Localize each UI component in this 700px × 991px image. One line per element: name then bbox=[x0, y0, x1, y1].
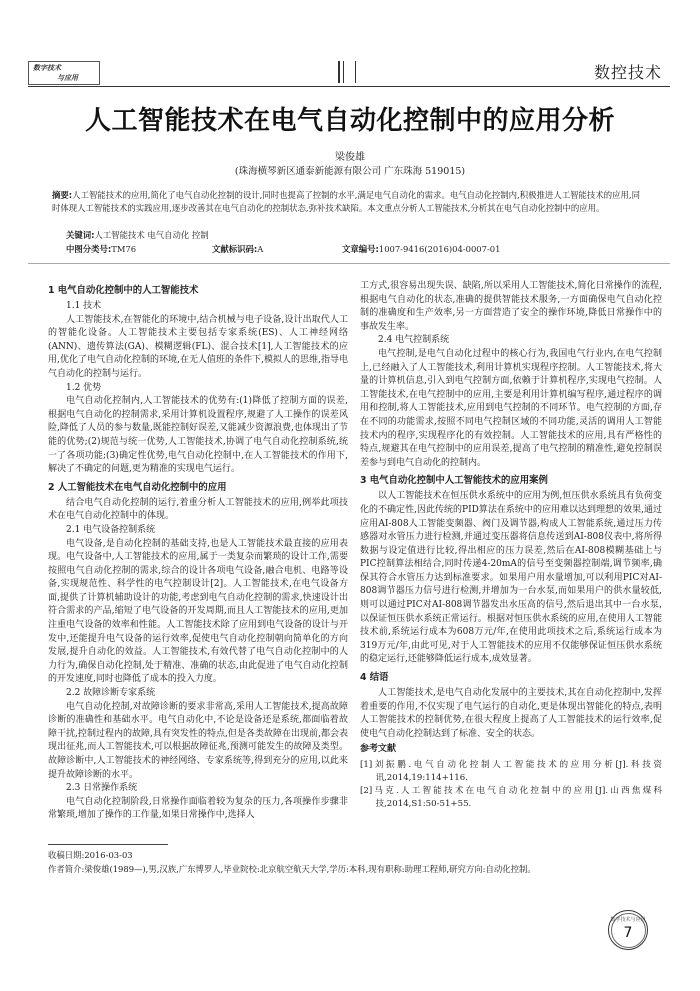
keywords-label: 关键词: bbox=[66, 230, 95, 240]
abstract-text: 人工智能技术的应用,简化了电气自动化控制的设计,同时也提高了控制的水平,满足电气自动化的需求。电气自动化控制内,积极推进人工智能技术的应用,同时体现人工智能技术的实践应用,逐步改善其在电气自动化的控制状态,弥补技术缺陷。本文重点分析人工智能技术,分析其在电气自动化控制中的应用。 bbox=[52, 190, 640, 213]
subsection-2-1-heading: 2.1 电气设备控制系统 bbox=[66, 524, 156, 535]
clc-number: 中图分类号:TM76 bbox=[66, 244, 137, 254]
section-4-heading: 4 结语 bbox=[360, 672, 389, 684]
article-title: 人工智能技术在电气自动化控制中的应用分析 bbox=[84, 106, 615, 136]
references-heading: 参考文献 bbox=[360, 744, 397, 755]
reference-item: [1]刘振鹏.电气自动化控制人工智能技术的应用分析[J].科技资讯,2014,19:114+116. bbox=[360, 760, 662, 783]
keywords-text: 人工智能技术 电气自动化 控制 bbox=[94, 230, 209, 240]
logo-line-2: 与应用 bbox=[57, 73, 78, 82]
paragraph: 人工智能技术,在智能化的环境中,结合机械与电子设备,设计出取代人工的智能化设备。人工智能技术主要包括专家系统(ES)、人工神经网络(ANN)、遗传算法(GA)、模糊逻辑(FL)、混合技术[1],人工智能技术的应用,优化了电气自动化控制的环境,在无人值班的条件下,模拟人的思维,指导电气自动化的控制与运行。 bbox=[48, 314, 348, 379]
paragraph: 电气自动化控制阶段,日常操作面临着较为复杂的压力,各项操作步骤非常繁琐,增加了操作的工作量,如果日常操作中,选择人 bbox=[48, 796, 348, 821]
page-number-badge bbox=[608, 910, 648, 950]
abstract-label: 摘要: bbox=[52, 190, 73, 200]
paragraph: 结合电气自动化控制的运行,着重分析人工智能技术的应用,例举此项技术在电气自动化控制中的体现。 bbox=[48, 497, 348, 522]
reference-item: [2]马克.人工智能技术在电气自动化控制中的应用[J].山西焦煤科技,2014,S1:50-51+55. bbox=[360, 786, 662, 809]
meta-rule bbox=[28, 263, 670, 264]
keywords bbox=[66, 229, 209, 241]
classification-line bbox=[66, 243, 640, 255]
author-bio: 作者简介:梁俊雄(1989—),男,汉族,广东博罗人,毕业院校:北京航空航天大学,学历:本科,现有职称:助理工程师,研究方向:自动化控制。 bbox=[48, 864, 536, 874]
footnote-rule bbox=[48, 844, 168, 845]
paragraph: 人工智能技术,是电气自动化发展中的主要技术,其在自动化控制中,发挥着重要的作用,不仅实现了电气运行的自动化,更是体现出智能化的特点,表明人工智能技术的控制优势,在很大程度上提高了人工智能技术的运行效率,促使电气自动化控制达到了标准、安全的状态。 bbox=[360, 688, 662, 739]
paragraph: 电气自动化控制内,人工智能技术的优势有:(1)降低了控制方面的误差,根据电气自动化的控制需求,采用计算机设置程序,规避了人工操作的误差风险,降低了人员的参与数量,既能控制好误差,又能减少资源浪费,也体现出了节能的优势;(2)规范与统一优势,人工智能技术,协调了电气自动化控制系统,统一了各项功能;(3)确定性优势,电气自动化控制中,在人工智能技术的作用下,解决了不确定的问题,更为精准的实现电气运行。 bbox=[48, 396, 348, 475]
badge-text: 数字技术与应用 bbox=[610, 917, 646, 923]
header-bars-decoration bbox=[338, 61, 360, 83]
article-number: 文章编号:1007-9416(2016)04-0007-01 bbox=[342, 244, 501, 254]
author-affiliation: (珠海横琴新区通泰新能源有限公司 广东珠海 519015) bbox=[234, 166, 466, 177]
subsection-2-2-heading: 2.2 故障诊断专家系统 bbox=[66, 688, 156, 699]
subsection-2-4-heading: 2.4 电气控制系统 bbox=[378, 335, 450, 346]
paragraph: 电气控制,是电气自动化过程中的核心行为,我国电气行业内,在电气控制上,已经融入了人工智能技术,利用计算机实现程序控制。人工智能技术,将大量的计算机信息,引入到电气控制方面,依赖于计算机程序,实现电气控制。人工智能技术,在电气控制中的应用,主要是利用计算机编写程序,通过程序的调用和控制,将人工智能技术,应用到电气控制的不同环节。电气控制的方面,存在不同的功能需求,按照不同电气控制区域的不同功能,灵活的调用人工智能技术内的程序,实现程序化的有效控制。人工智能技术的应用,具有严格性的特点,规避其在电气控制中的应用误差,提高了电气控制的精准性,避免控制误差参与到电气自动化的控制内。 bbox=[360, 348, 662, 468]
right-column bbox=[360, 280, 662, 811]
logo-line-1: 数字技术 bbox=[33, 63, 61, 72]
received-date: 收稿日期:2016-03-03 bbox=[48, 850, 133, 860]
subsection-2-3-heading: 2.3 日常操作系统 bbox=[66, 783, 138, 794]
left-column bbox=[48, 280, 348, 823]
author-name: 梁俊雄 bbox=[335, 152, 365, 163]
subsection-1-1-heading: 1.1 技术 bbox=[66, 301, 102, 311]
paragraph: 电气设备,是自动化控制的基础支持,也是人工智能技术最直接的应用表现。电气设备中,人工智能技术的应用,属于一类复杂而繁琐的设计工作,需要按照电气自动化控制的需求,综合的设计各项电气设备,融合电机、电路等设备,实现规范性、科学性的电气控制设计[2]。人工智能技术,在电气设备方面,提供了计算机辅助设计的功能,考虑到电气自动化控制的需求,快速设计出符合需求的产品,缩短了电气设备的开发周期,而且人工智能技术的应用,更加注重电气设备的效率和性能。人工智能技术除了应用到电气设备的设计与开发中,还能提升电气设备的运行效率,促使电气自动化控制朝向简单化的方向发展,提升自动化的效益。人工智能技术,有效代替了电气自动化控制中的人力行为,确保自动化控制,处于精准、准确的状态,由此促进了电气自动化控制的开发速度,同时也降低了成本的投入力度。 bbox=[48, 538, 348, 685]
header-rule bbox=[28, 86, 670, 87]
section-1-heading: 1 电气自动化控制中的人工智能技术 bbox=[48, 285, 199, 296]
paragraph: 工方式,很容易出现失误、缺陷,所以采用人工智能技术,简化日常操作的流程,根据电气自动化的状态,准确的提供智能技术服务,一方面确保电气自动化控制的准确度和生产效率,另一方面营造了安全的操作环境,降低日常操作中的事故发生率。 bbox=[360, 281, 662, 332]
paragraph: 电气自动化控制,对故障诊断的要求非常高,采用人工智能技术,提高故障诊断的准确性和基础水平。电气自动化中,不论是设备还是系统,都面临着故障干扰,控制过程内的故障,具有突发性的特点,但是各类故障在出现前,都会表现出征兆,而人工智能技术,可以根据故障征兆,预测可能发生的故障及类型。故障诊断中,人工智能技术的神经网络、专家系统等,得到充分的应用,以此来提升故障诊断的水平。 bbox=[48, 701, 348, 780]
paragraph: 以人工智能技术在恒压供水系统中的应用为例,恒压供水系统具有负荷变化的不确定性,因此传统的PID算法在系统中的应用难以达到理想的效果,通过应用AI-808人工智能变频器、阀门及调节器,构成人工智能系统,通过压力传感器对水管压力进行检测,并通过变压器将信息传送到AI-808仪表中,将所得数据与设定值进行比较,得出相应的压力误差,然后在AI-808模糊基础上与PIC控制算法相结合,同时传递4-20mA的信号至变频器控制端,调节频率,确保其符合水管压力达到标准要求。如果用户用水量增加,可以利用PIC对AI-808调节器压力信号进行检测,并增加为一台水泵,而如果用户的供水量较低,则可以通过PIC对AI-808调节器发出水压高的信号,然后退出其中一台水泵,以保证恒压供水系统正常运行。根据对恒压供水系统的应用,在使用人工智能技术前,系统运行成本为608万元/年,在使用此项技术之后,系统运行成本为319万元/年,由此可见,对于人工智能技术的应用不仅能够保证恒压供水系统的稳定运行,还能够降低运行成本,成效显著。 bbox=[360, 491, 662, 665]
section-3-heading: 3 电气自动化控制中人工智能技术的应用案例 bbox=[360, 475, 548, 487]
section-2-heading: 2 人工智能技术在电气自动化控制中的应用 bbox=[48, 481, 227, 493]
subsection-1-2-heading: 1.2 优势 bbox=[66, 382, 102, 393]
document-code: 文献标识码:A bbox=[212, 244, 264, 254]
footnote bbox=[48, 848, 660, 876]
journal-logo bbox=[28, 61, 100, 85]
column-name: 数控技术 bbox=[593, 63, 662, 82]
abstract bbox=[52, 189, 640, 214]
page-number: 7 bbox=[623, 925, 633, 941]
